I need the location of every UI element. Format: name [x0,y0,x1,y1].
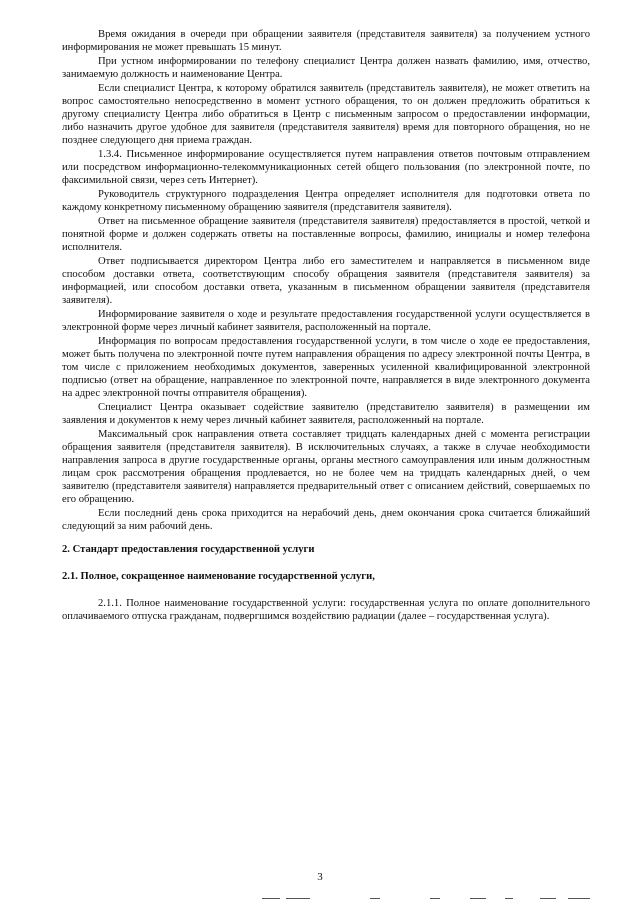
paragraph-department-head: Руководитель структурного подразделения Центра определяет исполнителя для подготовки ответа по каждому конкретному письменному обращению заявителя (представителя заявителя). [62,189,590,213]
paragraph-redirect: Если специалист Центра, к которому обратился заявитель (представитель заявителя), не может ответить на вопрос самостоятельно непосредственно в момент устного обращения, то он должен предложить обратиться к другому специалисту Центра либо обратиться в Центр с письменным запросом о предоставлении информации, либо назначить другое удобное для заявителя (представителя заявителя) время для повторного обращения, но не позднее следующего дня приема граждан. [62,83,590,146]
paragraph-answer-signature: Ответ подписывается директором Центра либо его заместителем и направляется в письменном виде способом доставки ответа, соответствующим способу обращения заявителя (представителя заявителя) за информацией, или способом доставки ответа, указанным в письменном обращении заявителя (представителя заявителя). [62,256,590,306]
paragraph-assistance: Специалист Центра оказывает содействие заявителю (представителю заявителя) в размещении им заявления и документов к нему через личный кабинет заявителя, расположенный на портале. [62,402,590,426]
section-heading: 2. Стандарт предоставления государственной услуги [62,544,315,555]
subsection-heading: 2.1. Полное, сокращенное наименование государственной услуги, [62,571,375,582]
paragraph-queue-wait: Время ожидания в очереди при обращении заявителя (представителя заявителя) за получением устного информирования не может превышать 15 минут. [62,29,590,53]
paragraph-service-name: 2.1.1. Полное наименование государственной услуги: государственная услуга по оплате дополнительного оплачиваемого отпуска гражданам, подвергшимся воздействию радиации (далее – государственная услуга). [62,598,590,622]
paragraph-answer-form: Ответ на письменное обращение заявителя (представителя заявителя) предоставляется в простой, четкой и понятной форме и должен содержать ответы на поставленные вопросы, фамилию, инициалы и номер телефона исполнителя. [62,216,590,253]
paragraph-email-info: Информация по вопросам предоставления государственной услуги, в том числе о ходе ее предоставления, может быть получена по электронной почте путем направления обращения по адресу электронной почты Центра, в том числе с приложением необходимых документов, заверенных усиленной квалифицированной электронной подписью (ответ на обращение, направленное по электронной почте, направляется в виде электронного документа на адрес электронной почты отправителя обращения). [62,336,590,399]
paragraph-written-info: 1.3.4. Письменное информирование осуществляется путем направления ответов почтовым отправлением или посредством информационно-телекоммуникационных сетей общего пользования (по электронной почте, по факсимильной связи, через сеть Интернет). [62,149,590,186]
paragraph-non-working-day: Если последний день срока приходится на нерабочий день, днем окончания срока считается ближайший следующий за ним рабочий день. [62,508,590,532]
footer-scan-marks [0,896,640,902]
document-body [62,28,590,624]
paragraph-progress-info: Информирование заявителя о ходе и результате предоставления государственной услуги осуществляется в электронной форме через личный кабинет заявителя, расположенный на портале. [62,309,590,333]
paragraph-phone-info: При устном информировании по телефону специалист Центра должен назвать фамилию, имя, отчество, занимаемую должность и наименование Центра. [62,56,590,80]
paragraph-max-term: Максимальный срок направления ответа составляет тридцать календарных дней с момента регистрации обращения заявителя (представителя заявителя). В исключительных случаях, а также в случае необходимости направления запроса в другие государственные органы, органы местного самоуправления или иным должностным лицам срок рассмотрения обращения продлевается, но не более чем на тридцать календарных дней, о чем заявителю (представителя заявителя) направляется предварительный ответ с описанием действий, совершаемых по его обращению. [62,429,590,505]
page-number: 3 [317,871,323,883]
